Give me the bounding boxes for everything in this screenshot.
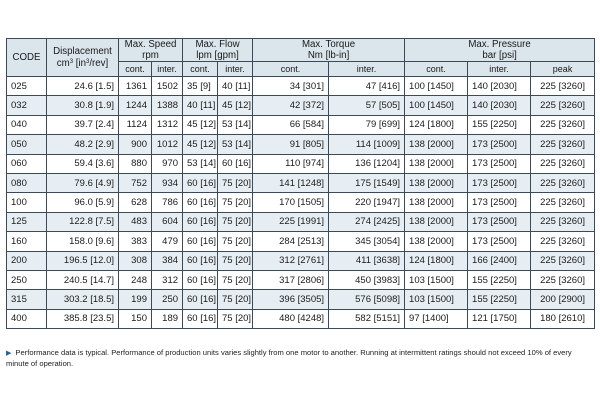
footnote	[6, 348, 594, 369]
code-cell: 032	[7, 96, 47, 115]
torque-cont-header: cont.	[253, 62, 329, 77]
speed-inter-cell: 934	[152, 173, 183, 192]
code-cell: 315	[7, 290, 47, 309]
speed-cont-cell: 628	[119, 193, 152, 212]
pressure-peak-cell: 180 [2610]	[531, 309, 595, 328]
pressure-cont-cell: 124 [1800]	[405, 251, 468, 270]
pressure-inter-cell: 173 [2500]	[468, 232, 531, 251]
flow-cont-header: cont.	[183, 62, 218, 77]
displacement-cell: 96.0 [5.9]	[47, 193, 119, 212]
flow-inter-cell: 75 [20]	[218, 270, 253, 289]
speed-cont-cell: 752	[119, 173, 152, 192]
flow-cont-cell: 60 [16]	[183, 212, 218, 231]
torque-cont-cell: 91 [805]	[253, 135, 329, 154]
pressure-inter-cell: 166 [2400]	[468, 251, 531, 270]
pressure-peak-cell: 225 [3260]	[531, 270, 595, 289]
torque-cont-cell: 42 [372]	[253, 96, 329, 115]
flow-inter-cell: 53 [14]	[218, 135, 253, 154]
table-row	[7, 251, 595, 270]
pressure-cont-cell: 124 [1800]	[405, 115, 468, 134]
code-cell: 025	[7, 77, 47, 96]
torque-cont-cell: 170 [1505]	[253, 193, 329, 212]
flow-cont-cell: 45 [12]	[183, 115, 218, 134]
max-flow-header: Max. Flow lpm [gpm]	[183, 39, 253, 62]
speed-inter-cell: 1502	[152, 77, 183, 96]
speed-cont-header: cont.	[119, 62, 152, 77]
flow-cont-cell: 60 [16]	[183, 173, 218, 192]
displacement-cell: 240.5 [14.7]	[47, 270, 119, 289]
displacement-cell: 158.0 [9.6]	[47, 232, 119, 251]
speed-cont-cell: 199	[119, 290, 152, 309]
table-row	[7, 154, 595, 173]
table-row	[7, 135, 595, 154]
performance-spec-table	[6, 38, 595, 329]
torque-inter-cell: 576 [5098]	[329, 290, 405, 309]
torque-inter-cell: 274 [2425]	[329, 212, 405, 231]
flow-cont-cell: 60 [16]	[183, 290, 218, 309]
code-cell: 080	[7, 173, 47, 192]
code-cell: 125	[7, 212, 47, 231]
table-row	[7, 232, 595, 251]
torque-inter-cell: 411 [3638]	[329, 251, 405, 270]
speed-cont-cell: 248	[119, 270, 152, 289]
flow-inter-cell: 75 [20]	[218, 309, 253, 328]
speed-cont-cell: 308	[119, 251, 152, 270]
code-cell: 160	[7, 232, 47, 251]
pressure-peak-cell: 225 [3260]	[531, 154, 595, 173]
pressure-peak-cell: 225 [3260]	[531, 193, 595, 212]
flow-cont-cell: 53 [14]	[183, 154, 218, 173]
header-row	[7, 39, 595, 62]
flow-inter-cell: 75 [20]	[218, 173, 253, 192]
table-body	[7, 77, 595, 329]
torque-inter-cell: 582 [5151]	[329, 309, 405, 328]
speed-inter-header: inter.	[152, 62, 183, 77]
pressure-cont-header: cont.	[405, 62, 468, 77]
pressure-cont-cell: 100 [1450]	[405, 96, 468, 115]
flow-cont-cell: 60 [16]	[183, 309, 218, 328]
code-cell: 040	[7, 115, 47, 134]
pressure-peak-cell: 225 [3260]	[531, 212, 595, 231]
flow-cont-cell: 60 [16]	[183, 251, 218, 270]
pressure-peak-cell: 200 [2900]	[531, 290, 595, 309]
torque-inter-cell: 175 [1549]	[329, 173, 405, 192]
code-header: CODE	[7, 39, 47, 77]
pressure-inter-cell: 155 [2250]	[468, 290, 531, 309]
torque-cont-cell: 480 [4248]	[253, 309, 329, 328]
pressure-cont-cell: 138 [2000]	[405, 135, 468, 154]
speed-inter-cell: 479	[152, 232, 183, 251]
torque-inter-header: inter.	[329, 62, 405, 77]
torque-cont-cell: 141 [1248]	[253, 173, 329, 192]
flow-inter-cell: 40 [11]	[218, 77, 253, 96]
flow-cont-cell: 60 [16]	[183, 193, 218, 212]
torque-cont-cell: 66 [584]	[253, 115, 329, 134]
pressure-inter-cell: 155 [2250]	[468, 115, 531, 134]
pressure-cont-cell: 138 [2000]	[405, 212, 468, 231]
speed-cont-cell: 1361	[119, 77, 152, 96]
flow-inter-cell: 75 [20]	[218, 251, 253, 270]
speed-inter-cell: 1388	[152, 96, 183, 115]
flow-inter-header: inter.	[218, 62, 253, 77]
pressure-peak-cell: 225 [3260]	[531, 77, 595, 96]
torque-inter-cell: 220 [1947]	[329, 193, 405, 212]
pressure-cont-cell: 103 [1500]	[405, 270, 468, 289]
pressure-inter-cell: 121 [1750]	[468, 309, 531, 328]
flow-cont-cell: 45 [12]	[183, 135, 218, 154]
pressure-peak-cell: 225 [3260]	[531, 232, 595, 251]
code-cell: 250	[7, 270, 47, 289]
table-row	[7, 96, 595, 115]
displacement-cell: 303.2 [18.5]	[47, 290, 119, 309]
flow-inter-cell: 75 [20]	[218, 193, 253, 212]
torque-cont-cell: 110 [974]	[253, 154, 329, 173]
displacement-cell: 39.7 [2.4]	[47, 115, 119, 134]
flow-inter-cell: 60 [16]	[218, 154, 253, 173]
code-cell: 200	[7, 251, 47, 270]
torque-inter-cell: 47 [416]	[329, 77, 405, 96]
pressure-cont-cell: 97 [1400]	[405, 309, 468, 328]
torque-cont-cell: 317 [2806]	[253, 270, 329, 289]
speed-inter-cell: 384	[152, 251, 183, 270]
pressure-inter-cell: 140 [2030]	[468, 96, 531, 115]
flow-inter-cell: 45 [12]	[218, 96, 253, 115]
displacement-cell: 196.5 [12.0]	[47, 251, 119, 270]
speed-inter-cell: 786	[152, 193, 183, 212]
speed-cont-cell: 900	[119, 135, 152, 154]
code-cell: 060	[7, 154, 47, 173]
pressure-inter-cell: 140 [2030]	[468, 77, 531, 96]
speed-inter-cell: 189	[152, 309, 183, 328]
table-row	[7, 173, 595, 192]
pressure-inter-cell: 173 [2500]	[468, 154, 531, 173]
pressure-peak-cell: 225 [3260]	[531, 115, 595, 134]
flow-cont-cell: 60 [16]	[183, 232, 218, 251]
table-row	[7, 115, 595, 134]
flow-cont-cell: 60 [16]	[183, 270, 218, 289]
torque-inter-cell: 136 [1204]	[329, 154, 405, 173]
speed-inter-cell: 250	[152, 290, 183, 309]
code-cell: 400	[7, 309, 47, 328]
torque-cont-cell: 34 [301]	[253, 77, 329, 96]
speed-inter-cell: 970	[152, 154, 183, 173]
displacement-cell: 79.6 [4.9]	[47, 173, 119, 192]
flow-inter-cell: 75 [20]	[218, 232, 253, 251]
flow-inter-cell: 75 [20]	[218, 212, 253, 231]
displacement-cell: 385.8 [23.5]	[47, 309, 119, 328]
max-speed-header: Max. Speed rpm	[119, 39, 183, 62]
table-row	[7, 193, 595, 212]
code-cell: 100	[7, 193, 47, 212]
torque-inter-cell: 79 [699]	[329, 115, 405, 134]
pressure-cont-cell: 138 [2000]	[405, 193, 468, 212]
flow-cont-cell: 35 [9]	[183, 77, 218, 96]
torque-inter-cell: 450 [3983]	[329, 270, 405, 289]
torque-inter-cell: 345 [3054]	[329, 232, 405, 251]
max-pressure-header: Max. Pressure bar [psi]	[405, 39, 595, 62]
speed-inter-cell: 1012	[152, 135, 183, 154]
pressure-cont-cell: 138 [2000]	[405, 173, 468, 192]
speed-cont-cell: 1244	[119, 96, 152, 115]
pressure-inter-cell: 173 [2500]	[468, 173, 531, 192]
torque-cont-cell: 396 [3505]	[253, 290, 329, 309]
pressure-inter-cell: 173 [2500]	[468, 135, 531, 154]
torque-cont-cell: 225 [1991]	[253, 212, 329, 231]
pressure-cont-cell: 138 [2000]	[405, 232, 468, 251]
flow-cont-cell: 40 [11]	[183, 96, 218, 115]
pressure-cont-cell: 138 [2000]	[405, 154, 468, 173]
displacement-cell: 122.8 [7.5]	[47, 212, 119, 231]
torque-cont-cell: 284 [2513]	[253, 232, 329, 251]
table-row	[7, 212, 595, 231]
speed-cont-cell: 483	[119, 212, 152, 231]
speed-inter-cell: 1312	[152, 115, 183, 134]
displacement-cell: 30.8 [1.9]	[47, 96, 119, 115]
pressure-peak-cell: 225 [3260]	[531, 251, 595, 270]
torque-inter-cell: 57 [505]	[329, 96, 405, 115]
footnote-text: Performance data is typical. Performance of production units varies slightly from one motor to another. Running at intermittent ratings should not exceed 10% of every minute of operation.	[6, 348, 572, 368]
speed-cont-cell: 383	[119, 232, 152, 251]
code-cell: 050	[7, 135, 47, 154]
speed-cont-cell: 880	[119, 154, 152, 173]
max-torque-header: Max. Torque Nm [lb-in]	[253, 39, 405, 62]
speed-cont-cell: 150	[119, 309, 152, 328]
displacement-cell: 24.6 [1.5]	[47, 77, 119, 96]
torque-inter-cell: 114 [1009]	[329, 135, 405, 154]
flow-inter-cell: 53 [14]	[218, 115, 253, 134]
torque-cont-cell: 312 [2761]	[253, 251, 329, 270]
pressure-peak-cell: 225 [3260]	[531, 96, 595, 115]
bullet-icon: ▶	[6, 350, 12, 357]
pressure-peak-header: peak	[531, 62, 595, 77]
table-row	[7, 77, 595, 96]
pressure-peak-cell: 225 [3260]	[531, 173, 595, 192]
pressure-inter-cell: 173 [2500]	[468, 212, 531, 231]
speed-cont-cell: 1124	[119, 115, 152, 134]
pressure-inter-cell: 155 [2250]	[468, 270, 531, 289]
pressure-peak-cell: 225 [3260]	[531, 135, 595, 154]
pressure-cont-cell: 103 [1500]	[405, 290, 468, 309]
displacement-cell: 48.2 [2.9]	[47, 135, 119, 154]
speed-inter-cell: 312	[152, 270, 183, 289]
pressure-inter-header: inter.	[468, 62, 531, 77]
flow-inter-cell: 75 [20]	[218, 290, 253, 309]
table-row	[7, 290, 595, 309]
displacement-header: Displacement $cm^3$ $[in^3/rev]$	[47, 39, 119, 77]
pressure-inter-cell: 173 [2500]	[468, 193, 531, 212]
displacement-cell: 59.4 [3.6]	[47, 154, 119, 173]
table-row	[7, 270, 595, 289]
pressure-cont-cell: 100 [1450]	[405, 77, 468, 96]
speed-inter-cell: 604	[152, 212, 183, 231]
table-row	[7, 309, 595, 328]
